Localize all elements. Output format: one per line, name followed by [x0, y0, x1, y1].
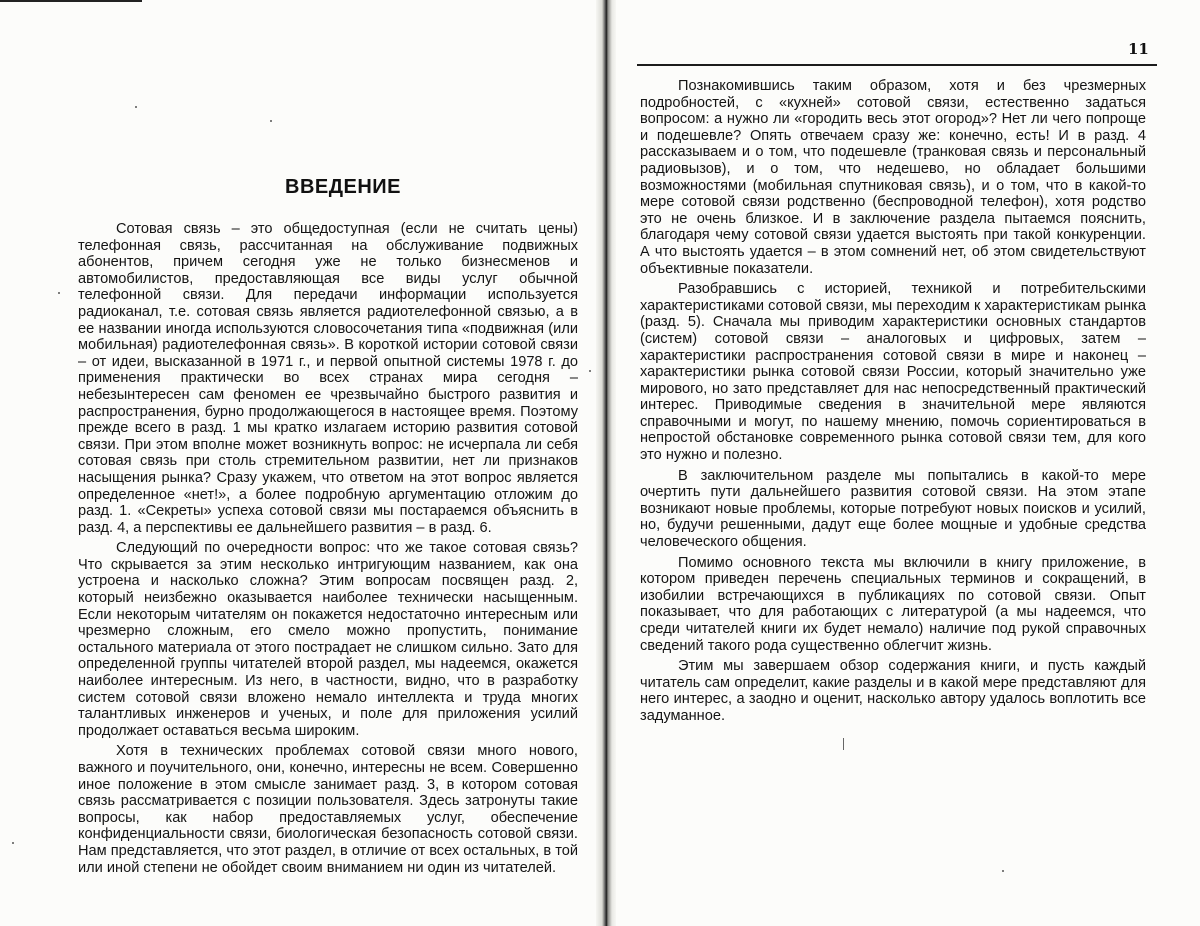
scan-speck: [589, 370, 591, 372]
scan-speck: [12, 842, 14, 844]
paragraph: Сотовая связь – это общедоступная (если не считать цены) телефонная связь, рассчитанная на обслуживание подвижных абонентов, причем сегодня уже не только бизнесменов и автомобилистов, предоставляющая все виды услуг обычной телефонной связи. Для передачи информации используется радиоканал, т.е. сотовая связь является радиотелефонной связью, а в ее названии иногда используются словосочетания типа «подвижная (или мобильная) радиотелефонная связь». В короткой истории сотовой связи – от идеи, высказанной в 1971 г., и первой опытной системы 1978 г. до применения практически во всех странах мира сегодня – небезынтересен сам феномен ее чрезвычайно быстрого развития и распространения, бурно продолжающегося в настоящее время. Поэтому прежде всего в разд. 1 мы кратко излагаем историю развития сотовой связи. При этом вполне может возникнуть вопрос: не исчерпала ли себя сотовая связь при столь стремительном развитии, нет ли признаков насыщения рынка? Сразу укажем, что ответом на этот вопрос является определенное «нет!», а более подробную аргументацию отложим до разд. 1. «Секреты» успеха сотовой связи мы постараемся объяснить в разд. 4, а перспективы ее дальнейшего развития – в разд. 6.: [78, 221, 578, 536]
scan-artifact: [843, 738, 844, 750]
paragraph: В заключительном разделе мы попытались в какой-то мере очертить пути дальнейшего развития сотовой связи. На этом этапе возникают новые проблемы, которые потребуют новых поисков и усилий, но, будучи решенными, дадут еще более мощные и удобные средства человеческого общения.: [640, 467, 1146, 551]
scan-speck: [135, 106, 137, 108]
paragraph: Этим мы завершаем обзор содержания книги, и пусть каждый читатель сам определит, какие разделы и в какой мере представляют для него интерес, а заодно и оценит, насколько автору удалось воплотить все задуманное.: [640, 658, 1146, 724]
page-number: 11: [1128, 40, 1149, 58]
scan-speck: [270, 120, 272, 122]
paragraph: Следующий по очередности вопрос: что же такое сотовая связь? Что скрывается за этим несколько интригующим названием, как она устроена и насколько сложна? Этим вопросам посвящен разд. 2, который неизбежно оказывается наиболее технически насыщенным. Если некоторым читателям он покажется недостаточно интересным или чрезмерно сложным, его смело можно пропустить, понимание остального материала от этого пострадает не слишком сильно. Зато для определенной группы читателей второй раздел, мы надеемся, окажется наиболее интересным. Из него, в частности, видно, что в разработку систем сотовой связи вложено немало интеллекта и труда многих талантливых инженеров и ученых, и поле для приложения усилий продолжает оставаться весьма широким.: [78, 540, 578, 739]
paragraph: Помимо основного текста мы включили в книгу приложение, в котором приведен перечень специальных терминов и сокращений, в изобилии встречающихся в публикациях по сотовой связи. Опыт показывает, что для работающих с литературой (а мы надеемся, что среди читателей книги их будет немало) наличие под рукой справочных сведений такого рода существенно облегчит жизнь.: [640, 554, 1146, 654]
scan-speck: [1002, 870, 1004, 872]
left-page: [78, 176, 578, 876]
chapter-heading: ВВЕДЕНИЕ: [285, 176, 401, 198]
scan-edge-mark: [0, 0, 142, 2]
book-gutter: [596, 0, 616, 926]
header-rule: [637, 64, 1157, 66]
paragraph: Разобравшись с историей, техникой и потребительскими характеристиками сотовой связи, мы переходим к характеристикам рынка (разд. 5). Сначала мы приводим характеристики основных стандартов (систем) сотовой связи – аналоговых и цифровых, затем – характеристики распространения сотовой связи в мире и наконец – характеристики рынка сотовой связи России, который значительно уже мирового, но зато представляет для нас непосредственный практический интерес. Приводимые сведения в значительной мере являются справочными и могут, по нашему мнению, помочь сориентироваться в непростой обстановке современного рынка сотовой связи тем, для кого это нужно и полезно.: [640, 281, 1146, 464]
paragraph: Познакомившись таким образом, хотя и без чрезмерных подробностей, с «кухней» сотовой связи, естественно задаться вопросом: а нужно ли «городить весь этот огород»? Нет ли чего попроще и подешевле? Опять отвечаем сразу же: конечно, есть! И в разд. 4 рассказываем и о том, что подешевле (транковая связь и персональный радиовызов), и о том, что недешево, но обладает большими возможностями (мобильная спутниковая связь), и о том, что в какой-то мере сотовой связи родственно (беспроводной телефон), хотя родство это не очень близкое. И в заключение раздела пытаемся пояснить, благодаря чему сотовой связи удается выстоять при такой конкуренции. А что выстоять удается – в этом сомнений нет, об этом свидетельствуют объективные показатели.: [640, 78, 1146, 277]
right-page: [640, 78, 1146, 725]
paragraph: Хотя в технических проблемах сотовой связи много нового, важного и поучительного, они, конечно, интересны не всем. Совершенно иное положение в этом смысле занимает разд. 3, в котором сотовая связь рассматривается с позиции пользователя. Здесь затронуты такие вопросы, как набор предоставляемых услуг, обеспечение конфиденциальности связи, биологическая безопасность сотовой связи. Нам представляется, что этот раздел, в отличие от всех остальных, в той или иной степени не обойдет своим вниманием ни один из читателей.: [78, 743, 578, 876]
scan-speck: [58, 292, 60, 294]
